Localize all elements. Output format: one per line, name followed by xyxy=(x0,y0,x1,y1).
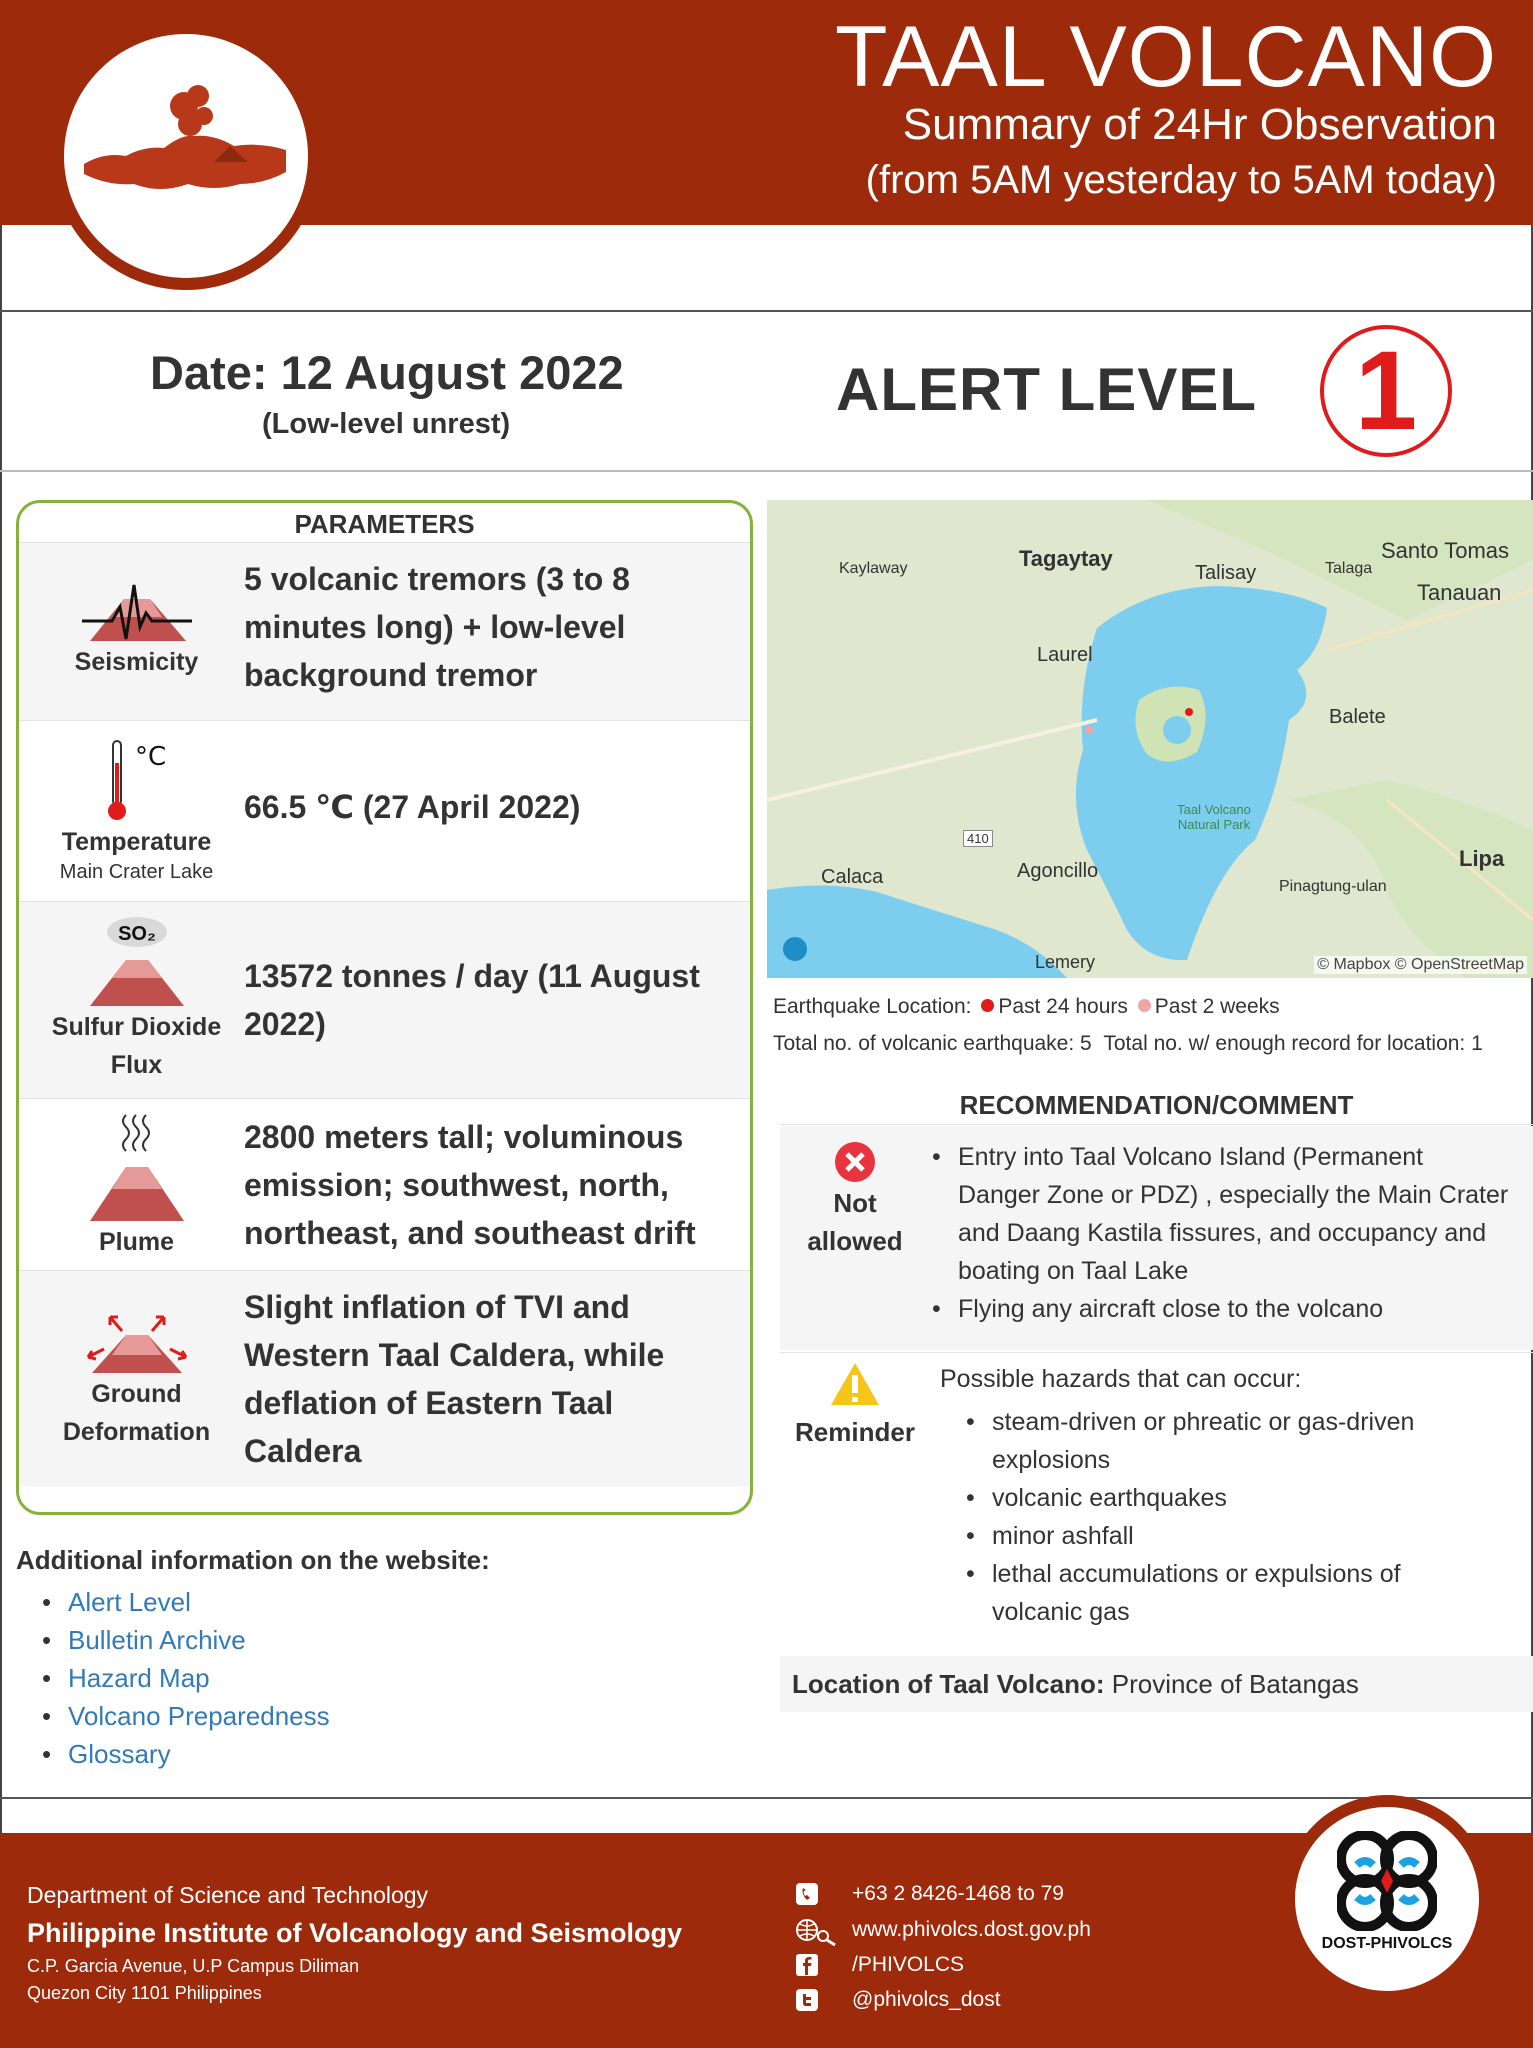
not-allowed-icon-block xyxy=(780,1140,930,1260)
so2-icon-text: SO₂ xyxy=(117,923,156,945)
not-allowed-row xyxy=(780,1126,1533,1350)
temperature-sublabel: Main Crater Lake xyxy=(59,861,214,883)
hazard-item: • minor ashfall xyxy=(966,1517,1446,1555)
volcano-island-icon xyxy=(64,34,308,278)
deformation-label: Ground Deformation xyxy=(62,1380,211,1446)
twitter-text: @phivolcs_dost xyxy=(852,1988,1001,2011)
legend-2w: Past 2 weeks xyxy=(1154,995,1280,1018)
plume-label: Plume xyxy=(98,1228,175,1256)
reminder-label: Reminder xyxy=(795,1417,915,1447)
legend-dot-24h xyxy=(981,999,994,1012)
reminder-icon-block xyxy=(780,1361,930,1451)
hazard-item: • lethal accumulations or expulsions of volcanic gas xyxy=(966,1555,1446,1631)
earthquake-legend xyxy=(773,995,1280,1019)
page-subtitle: Summary of 24Hr Observation xyxy=(902,100,1497,149)
so2-volcano-icon xyxy=(82,916,192,1008)
map-label-talisay: Talisay xyxy=(1195,562,1257,584)
param-row-seismicity xyxy=(19,543,750,721)
alert-level-badge: 1 xyxy=(1320,325,1452,457)
warning-icon xyxy=(829,1361,881,1407)
map-label-balete: Balete xyxy=(1329,706,1386,728)
website-text: www.phivolcs.dost.gov.ph xyxy=(852,1918,1091,1941)
link-bulletin-archive[interactable]: • Bulletin Archive xyxy=(42,1621,330,1659)
prohibited-icon xyxy=(833,1140,877,1184)
reminder-row xyxy=(780,1352,1533,1640)
plume-volcano-icon xyxy=(82,1111,192,1223)
located-earthquakes: Total no. w/ enough record for location: 1 xyxy=(1103,1032,1483,1055)
globe-search-icon xyxy=(795,1918,839,1946)
legend-24h: Past 24 hours xyxy=(998,995,1128,1018)
thermometer-icon xyxy=(97,739,177,823)
deformation-volcano-icon xyxy=(82,1311,192,1375)
footer-address-1: C.P. Garcia Avenue, U.P Campus Diliman xyxy=(27,1956,360,1976)
alert-divider xyxy=(0,470,1533,472)
legend-prefix: Earthquake Location: xyxy=(773,995,972,1018)
param-row-temperature xyxy=(19,721,750,902)
additional-info-title: Additional information on the website: xyxy=(16,1545,490,1575)
not-allowed-item: • Flying any aircraft close to the volcano xyxy=(932,1290,1512,1328)
not-allowed-item: • Entry into Taal Volcano Island (Permanent Danger Zone or PDZ) , especially the Main Crater and Daang Kastila fissures, and occupancy and boating on Taal Lake xyxy=(932,1138,1512,1290)
observation-range: (from 5AM yesterday to 5AM today) xyxy=(865,158,1497,202)
alert-level-title: ALERT LEVEL xyxy=(836,356,1258,423)
not-allowed-label-1: Not xyxy=(833,1188,877,1218)
phone-icon xyxy=(795,1882,819,1906)
volcano-location xyxy=(780,1656,1533,1712)
reminder-intro: Possible hazards that can occur: xyxy=(940,1365,1302,1393)
additional-info-links xyxy=(42,1583,330,1773)
link-volcano-preparedness[interactable]: • Volcano Preparedness xyxy=(42,1697,330,1735)
hazard-item: • steam-driven or phreatic or gas-driven explosions xyxy=(966,1403,1446,1479)
map-label-laurel: Laurel xyxy=(1037,644,1093,666)
footer-department: Department of Science and Technology xyxy=(27,1882,429,1908)
location-value: Province of Batangas xyxy=(1111,1669,1359,1699)
recommendation-title: RECOMMENDATION/COMMENT xyxy=(780,1085,1533,1125)
parameters-title: PARAMETERS xyxy=(19,503,750,543)
param-row-plume xyxy=(19,1099,750,1271)
link-alert-level[interactable]: • Alert Level xyxy=(42,1583,330,1621)
deformation-icon-block xyxy=(29,1311,244,1451)
deformation-value: Slight inflation of TVI and Western Taal Caldera, while deflation of Eastern Taal Caldera xyxy=(244,1289,665,1469)
mapbox-logo-icon xyxy=(783,937,807,961)
earthquake-map[interactable] xyxy=(767,500,1533,978)
quake-marker-24h[interactable] xyxy=(1185,708,1193,716)
map-label-pinagtung-ulan: Pinagtung-ulan xyxy=(1279,878,1387,895)
link-glossary[interactable]: • Glossary xyxy=(42,1735,330,1773)
map-label-tagaytay: Tagaytay xyxy=(1019,546,1113,571)
map-label-tanauan: Tanauan xyxy=(1417,580,1502,605)
seismicity-value: 5 volcanic tremors (3 to 8 minutes long) + low-level background tremor xyxy=(244,561,630,693)
temperature-value: 66.5 ℃ (27 April 2022) xyxy=(244,789,581,825)
link-hazard-map[interactable]: • Hazard Map xyxy=(42,1659,330,1697)
facebook-icon xyxy=(795,1953,819,1977)
volcano-logo xyxy=(52,22,320,290)
parameters-panel xyxy=(16,500,753,1515)
bulletin-date: Date: 12 August 2022 xyxy=(150,346,624,399)
footer-divider xyxy=(0,1797,1533,1799)
map-label-kaylaway: Kaylaway xyxy=(839,560,908,577)
page-title: TAAL VOLCANO xyxy=(835,9,1497,105)
header-divider xyxy=(0,310,1533,312)
dost-phivolcs-logo xyxy=(1283,1795,1491,2003)
earthquake-totals xyxy=(773,1032,1483,1056)
temperature-label: Temperature xyxy=(61,828,212,856)
so2-value: 13572 tonnes / day (11 August 2022) xyxy=(244,958,700,1042)
map-label-santo-tomas: Santo Tomas xyxy=(1381,538,1510,563)
map-label-agoncillo: Agoncillo xyxy=(1017,860,1099,882)
map-label-talaga: Talaga xyxy=(1325,560,1373,577)
location-label: Location of Taal Volcano: xyxy=(792,1669,1105,1699)
map-label-park: Taal Volcano Natural Park xyxy=(1177,802,1251,832)
param-row-so2 xyxy=(19,902,750,1099)
total-earthquakes: Total no. of volcanic earthquake: 5 xyxy=(773,1032,1092,1055)
so2-label: Sulfur Dioxide Flux xyxy=(51,1013,222,1079)
footer-institute: Philippine Institute of Volcanology and Seismology xyxy=(27,1918,683,1948)
map-label-lemery: Lemery xyxy=(1035,952,1096,972)
quake-marker-2w[interactable] xyxy=(1085,726,1093,734)
seismicity-icon-block xyxy=(29,577,244,681)
map-label-calaca: Calaca xyxy=(821,866,884,888)
map-label-lipa: Lipa xyxy=(1459,846,1505,871)
not-allowed-list xyxy=(932,1138,1512,1328)
hazard-item: • volcanic earthquakes xyxy=(966,1479,1446,1517)
not-allowed-label-2: allowed xyxy=(807,1226,903,1256)
plume-value: 2800 meters tall; voluminous emission; southwest, north, northeast, and southeast drift xyxy=(244,1119,696,1251)
temperature-icon-block xyxy=(29,739,244,884)
facebook-text: /PHIVOLCS xyxy=(852,1953,965,1976)
unrest-status: (Low-level unrest) xyxy=(262,408,511,440)
seismicity-icon xyxy=(82,577,192,643)
twitter-icon xyxy=(795,1988,819,2012)
dost-emblem-icon xyxy=(1337,1831,1437,1931)
so2-icon-block xyxy=(29,916,244,1084)
plume-icon-block xyxy=(29,1111,244,1261)
map-label-road: 410 xyxy=(963,830,993,847)
dost-logo-caption: DOST-PHIVOLCS xyxy=(1321,1935,1453,1952)
footer-address-2: Quezon City 1101 Philippines xyxy=(27,1983,262,2003)
param-row-deformation xyxy=(19,1271,750,1487)
thermometer-unit-text: °C xyxy=(134,742,166,772)
phone-text: +63 2 8426-1468 to 79 xyxy=(852,1882,1064,1905)
hazard-list xyxy=(966,1403,1446,1631)
legend-dot-2w xyxy=(1138,999,1151,1012)
seismicity-label: Seismicity xyxy=(74,648,199,676)
map-attribution[interactable]: © Mapbox © OpenStreetMap xyxy=(1314,956,1527,974)
